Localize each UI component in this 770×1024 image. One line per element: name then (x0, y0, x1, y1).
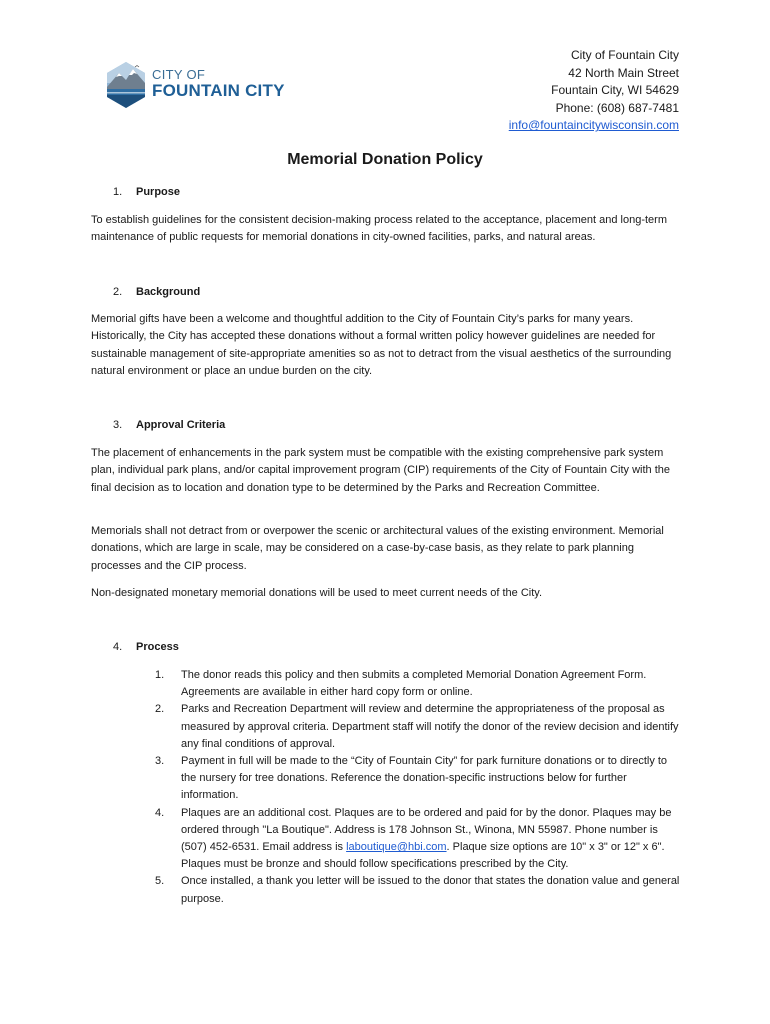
laboutique-email-link[interactable]: laboutique@hbi.com (346, 841, 447, 854)
paragraph-approval-1: The placement of enhancements in the park system must be compatible with the existing comprehensive park system plan, individual park plans, and/or capital improvement program (CIP) requirements of the City of Fountain City with the final decision as to location and donation type to be determined by the Parks and Recreation Committee. (91, 447, 670, 494)
section-heading-background (113, 286, 200, 298)
address-city: Fountain City, WI 54629 (551, 83, 679, 98)
section-heading-purpose (113, 186, 180, 198)
list-item-text: Once installed, a thank you letter will be issued to the donor that states the donation value and general purpose. (181, 875, 680, 905)
list-item (155, 701, 681, 753)
list-item (155, 753, 681, 805)
section-title: Process (136, 641, 179, 653)
email-link[interactable]: info@fountaincitywisconsin.com (508, 118, 679, 133)
list-item-text-after: . Plaque size options are 10" x 3" or 12" x 6". Plaques must be bronze and should follow specifications prescribed by the City. (181, 841, 665, 871)
section-title: Approval Criteria (136, 419, 226, 431)
section-number: 2. (113, 286, 123, 298)
page-title: Memorial Donation Policy (287, 151, 483, 168)
list-number: 4. (155, 806, 165, 819)
section-heading-process (113, 641, 179, 653)
address-street: 42 North Main Street (568, 65, 679, 80)
address-name: City of Fountain City (570, 48, 679, 62)
section-heading-approval-criteria (113, 419, 225, 431)
hexagon-mountain-logo-icon (105, 61, 147, 109)
list-number: 1. (155, 669, 165, 681)
list-number: 5. (155, 875, 165, 888)
section-number: 4. (113, 641, 123, 653)
section-title: Background (136, 286, 201, 298)
address-block (509, 47, 679, 135)
address-phone: Phone: (608) 687-7481 (555, 100, 679, 115)
process-list (155, 667, 681, 908)
list-item-text: The donor reads this policy and then submits a completed Memorial Donation Agreement Form. Agreements are available in either hard copy form or online. (181, 669, 647, 699)
list-item (155, 667, 681, 701)
logo-text-fountain-city: FOUNTAIN CITY (152, 81, 285, 100)
list-item-text-before: Plaques are an additional cost. Plaques are to be ordered and paid for by the donor. Plaques may be ordered through "La Boutique". Address is 178 Johnson St., Winona, MN 55987. Phone number is (507) 452-6531. Email address is (181, 806, 672, 854)
list-item (155, 873, 681, 907)
paragraph-approval-2: Memorials shall not detract from or overpower the scenic or architectural values of the existing environment. Memorial donations, which are large in scale, may be considered on a case-by-case basis, as they relate to park planning processes and the CIP process. (91, 525, 664, 572)
section-number: 1. (113, 186, 123, 198)
list-item-text (181, 807, 671, 871)
list-number: 3. (155, 755, 165, 768)
section-title: Purpose (136, 186, 181, 198)
section-number: 3. (113, 419, 123, 431)
list-item (155, 805, 681, 874)
list-item-text: Payment in full will be made to the “City of Fountain City” for park furniture donations or to directly to the nursery for tree donations. Reference the donation-specific instructions below for further information. (181, 755, 668, 802)
paragraph-approval-3: Non-designated monetary memorial donations will be used to meet current needs of the City. (91, 587, 543, 599)
city-logo (105, 60, 295, 110)
paragraph-purpose: To establish guidelines for the consistent decision-making process related to the acceptance, placement and long-term maintenance of public requests for memorial donations in city-owned facilities, parks, and natural areas. (91, 214, 667, 244)
list-item-text: Parks and Recreation Department will review and determine the appropriateness of the proposal as measured by approval criteria. Department staff will notify the donor of the review decision and identify any final conditions of approval. (181, 703, 679, 750)
paragraph-background: Memorial gifts have been a welcome and thoughtful addition to the City of Fountain City’s parks for many years. Historically, the City has accepted these donations without a formal written policy however guidelines are needed for sustainable management of site-appropriate amenities so as not to detract from the visual aesthetics of the surrounding natural environment or place an undue burden on the city. (91, 313, 672, 378)
logo-text-city-of: CITY OF (152, 67, 206, 82)
list-number: 2. (155, 703, 165, 716)
